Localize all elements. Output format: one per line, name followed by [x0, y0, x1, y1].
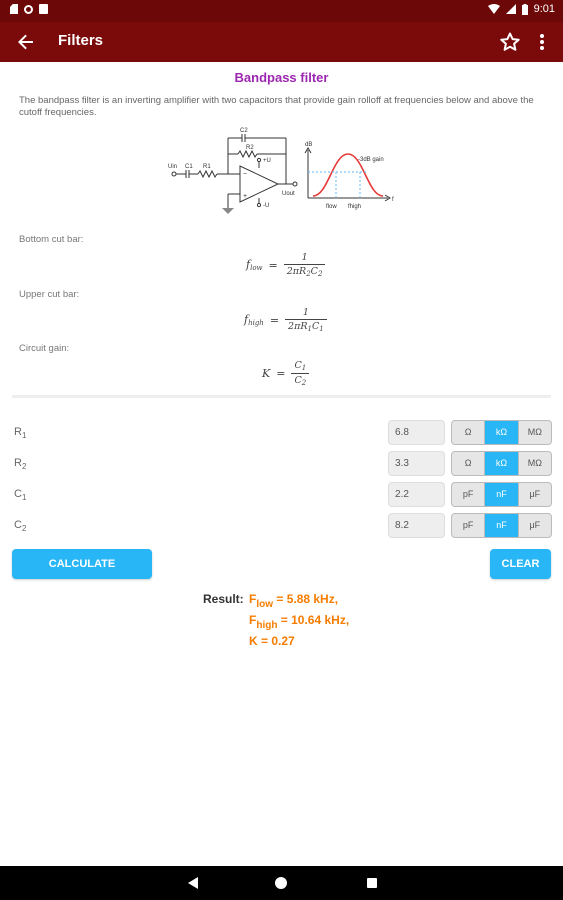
- input-r1[interactable]: 6.8: [388, 420, 445, 445]
- diagram-label-3db-gain: -3dB gain: [358, 157, 384, 163]
- page-title: Bandpass filter: [234, 70, 329, 85]
- unit-selector-c1: [451, 482, 552, 507]
- circuit-gain-label: Circuit gain:: [19, 343, 70, 354]
- label-r1: $R_1$: [14, 426, 27, 440]
- input-c2[interactable]: 8.2: [388, 513, 445, 538]
- diagram-label-fhigh: fhigh: [348, 204, 362, 210]
- status-bar: [0, 0, 563, 22]
- app-title: Filters: [58, 32, 104, 49]
- nav-recents-icon[interactable]: [367, 878, 377, 888]
- label-c2: $C_2$: [14, 519, 27, 533]
- result-fhigh: $F_{high} = 10.64$ kHz,: [249, 613, 350, 631]
- sim-card-icon: [10, 4, 18, 14]
- battery-icon: [522, 4, 528, 15]
- unit-selector-r2: [451, 451, 552, 476]
- formula-fhigh: $f_{high}$ = $\frac{1}{2\pi R_1C_1}$: [244, 307, 327, 333]
- unit-r2-kohm[interactable]: kΩ: [485, 452, 518, 475]
- diagram-label-minus-u: -U: [263, 203, 270, 209]
- storage-icon: [39, 4, 48, 14]
- diagram-label-uin: Uin: [168, 164, 178, 170]
- app-bar: [0, 22, 563, 62]
- signal-icon: [506, 4, 516, 14]
- unit-c2-nf[interactable]: nF: [485, 514, 518, 537]
- notification-icon: [24, 5, 33, 14]
- diagram-label-flow: flow: [326, 204, 337, 210]
- bottom-cut-label: Bottom cut bar:: [19, 234, 84, 245]
- diagram-label-plus-u: +U: [263, 158, 271, 164]
- diagram-label-c1: C1: [185, 164, 193, 170]
- svg-text:+: +: [243, 193, 248, 200]
- clock: 9:01: [533, 3, 555, 15]
- input-r2[interactable]: 3.3: [388, 451, 445, 476]
- unit-r2-mohm[interactable]: MΩ: [527, 458, 542, 468]
- unit-selector-c2: [451, 513, 552, 538]
- divider: [12, 395, 551, 398]
- result-flow: $F_{low} = 5.88$ kHz,: [249, 592, 339, 610]
- more-vert-icon[interactable]: [532, 30, 552, 54]
- back-arrow-icon[interactable]: [14, 30, 38, 54]
- diagram-label-uout: Uout: [282, 191, 295, 197]
- unit-c2-pf[interactable]: pF: [452, 514, 485, 537]
- formula-flow: $f_{low}$ = $\frac{1}{2\pi R_2C_2}$: [246, 252, 325, 278]
- nav-back-icon[interactable]: [186, 876, 200, 890]
- unit-c1-uf[interactable]: μF: [529, 489, 541, 499]
- filter-description: The bandpass filter is an inverting amplifier with two capacitors that provide gain rolloff at frequencies below and above the cutoff frequencies.: [19, 95, 534, 118]
- label-c1: $C_1$: [14, 488, 27, 502]
- clear-button[interactable]: CLEAR: [490, 549, 551, 579]
- upper-cut-label: Upper cut bar:: [19, 289, 80, 300]
- unit-c1-pf[interactable]: pF: [452, 483, 485, 506]
- diagram-label-f: f: [392, 197, 394, 203]
- calculate-button[interactable]: CALCULATE: [12, 549, 152, 579]
- unit-selector-r1: [451, 420, 552, 445]
- diagram-label-c2: C2: [240, 128, 248, 134]
- label-r2: $R_2$: [14, 457, 27, 471]
- unit-r2-ohm[interactable]: Ω: [452, 452, 485, 475]
- svg-text:−: −: [243, 171, 248, 178]
- nav-home-icon[interactable]: [275, 877, 287, 889]
- star-icon[interactable]: [498, 30, 522, 54]
- diagram-label-db: dB: [305, 142, 313, 148]
- diagram-label-r2: R2: [246, 145, 254, 151]
- bandpass-circuit-diagram: [168, 124, 398, 220]
- unit-c2-uf[interactable]: μF: [529, 520, 541, 530]
- wifi-icon: [488, 4, 500, 14]
- diagram-label-r1: R1: [203, 164, 211, 170]
- input-c1[interactable]: 2.2: [388, 482, 445, 507]
- formula-gain: K = $\frac{C_1}{C_2}$: [262, 360, 309, 387]
- result-label: Result:: [203, 592, 244, 606]
- navigation-bar: [0, 866, 563, 900]
- unit-r1-kohm[interactable]: kΩ: [485, 421, 518, 444]
- unit-r1-mohm[interactable]: MΩ: [527, 427, 542, 437]
- result-gain: K = 0.27: [249, 634, 295, 648]
- unit-c1-nf[interactable]: nF: [485, 483, 518, 506]
- unit-r1-ohm[interactable]: Ω: [452, 421, 485, 444]
